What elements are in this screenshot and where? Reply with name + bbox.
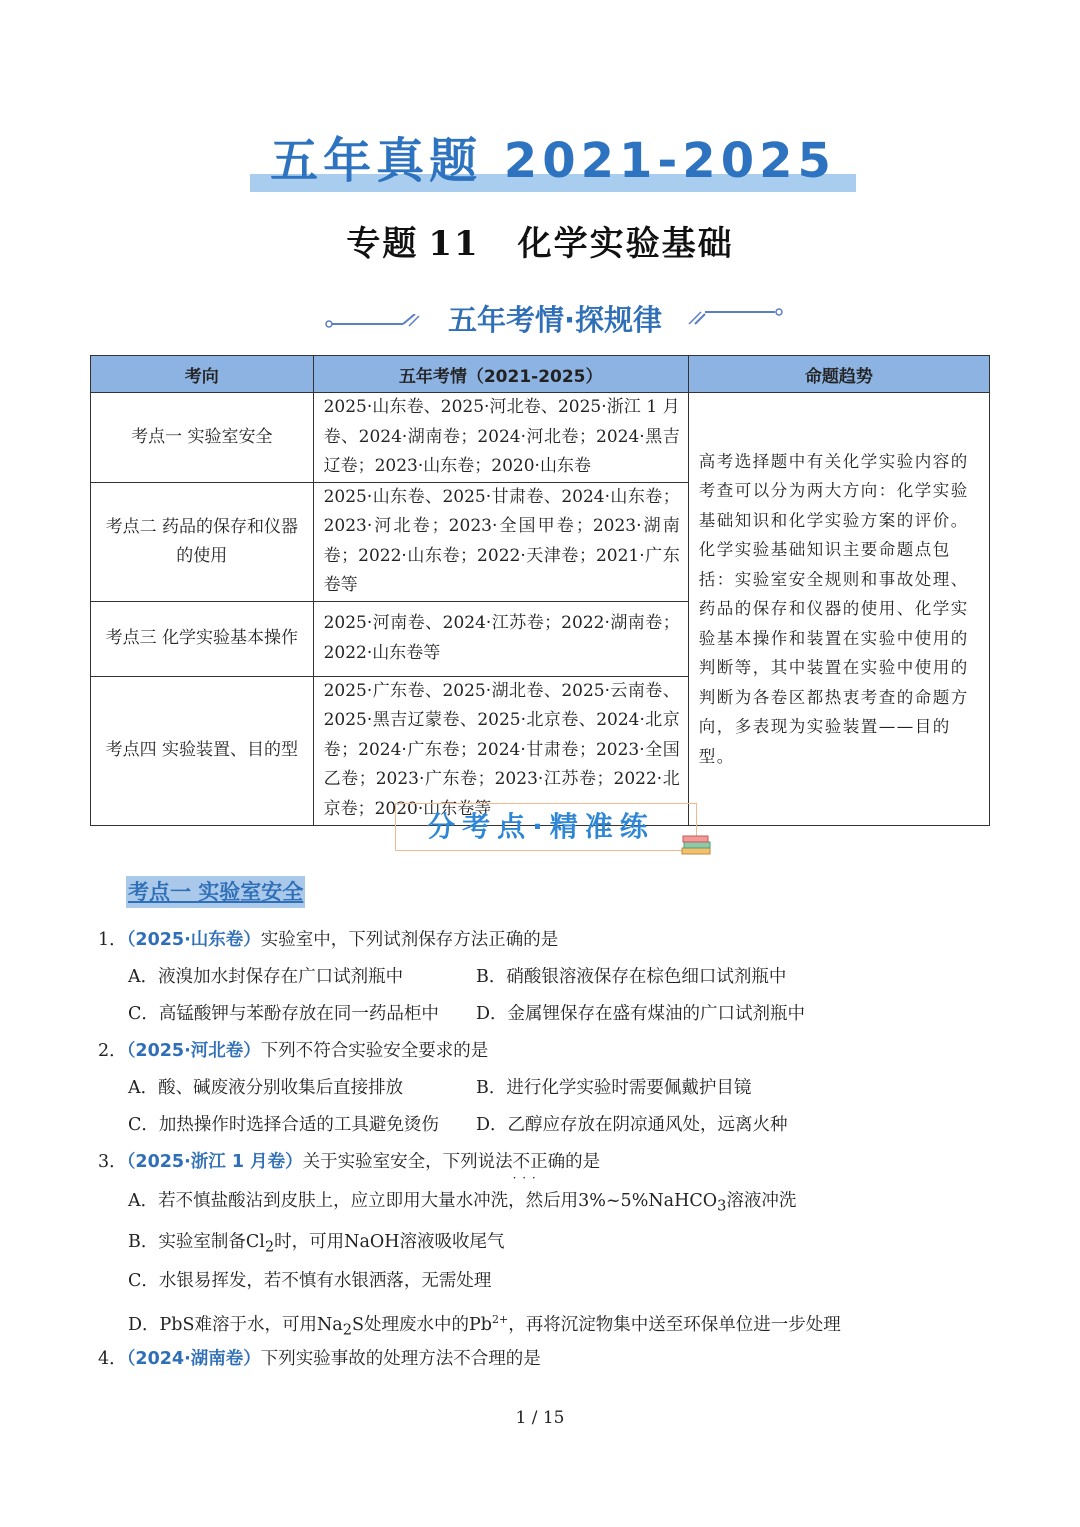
option-c: C．加热操作时选择合适的工具避免烫伤 — [128, 1115, 439, 1135]
table-cell-topic: 考点一 实验室安全 — [91, 393, 314, 483]
table-cell-topic: 考点二 药品的保存和仪器的使用 — [91, 482, 314, 601]
question-4 — [98, 1347, 541, 1371]
option-d-text-end: ，再将沉淀物集中送至环保单位进一步处理 — [508, 1314, 841, 1335]
question-source: （2025·浙江 1 月卷） — [126, 1152, 303, 1172]
option-a-sub: 3 — [717, 1197, 727, 1215]
question-stem-end: 的是 — [565, 1152, 601, 1172]
books-icon — [680, 830, 714, 856]
question-stem: 关于实验室安全，下列说法 — [302, 1152, 513, 1172]
table-header-years: 五年考情（2021-2025） — [313, 356, 688, 393]
table-cell-years: 2025·河南卷、2024·江苏卷；2022·湖南卷；2022·山东卷等 — [313, 601, 688, 676]
section-title-trends: 五年考情·探规律 — [447, 303, 663, 337]
question-number: 1． — [98, 930, 127, 950]
option-c: C．水银易挥发，若不慎有水银洒落，无需处理 — [128, 1271, 492, 1291]
question-3 — [98, 1150, 600, 1174]
option-a: A．酸、碱废液分别收集后直接排放 — [128, 1078, 404, 1098]
option-a-text: A．若不慎盐酸沾到皮肤上，应立即用大量水冲洗，然后用3%~5%NaHCO — [128, 1191, 718, 1211]
exam-trend-table — [90, 355, 990, 826]
question-stem: 实验室中，下列试剂保存方法正确的是 — [260, 930, 559, 950]
option-d — [128, 1308, 841, 1342]
emphasis-text: 不正确 · · · — [513, 1152, 566, 1172]
table-cell-topic: 考点四 实验装置、目的型 — [91, 676, 314, 825]
topic-heading: 考点一 实验室安全 — [126, 876, 305, 908]
page-number: 1 / 15 — [515, 1408, 565, 1428]
option-b-sub: 2 — [264, 1238, 275, 1256]
table-cell-topic: 考点三 化学实验基本操作 — [91, 601, 314, 676]
option-a-text-end: 溶液冲洗 — [726, 1191, 797, 1211]
question-1 — [98, 928, 558, 952]
section-title-practice: 分考点·精准练 — [427, 810, 655, 843]
question-source: （2025·河北卷） — [126, 1041, 261, 1061]
question-number: 2． — [98, 1041, 127, 1061]
question-source: （2025·山东卷） — [126, 930, 261, 950]
option-d: D．乙醇应存放在阴凉通风处，远离火种 — [476, 1115, 788, 1135]
question-stem: 下列实验事故的处理方法不合理的是 — [260, 1349, 541, 1369]
banner-title-text: 五年真题 2021-2025 — [270, 133, 836, 189]
table-row — [91, 393, 990, 483]
option-b: B．硝酸银溶液保存在棕色细口试剂瓶中 — [476, 967, 787, 987]
subtitle-number: 11 — [428, 224, 480, 264]
option-c: C．高锰酸钾与苯酚存放在同一药品柜中 — [128, 1004, 439, 1024]
option-d-sub: 2 — [342, 1321, 353, 1339]
table-cell-years: 2025·山东卷、2025·河北卷、2025·浙江 1 月卷、2024·湖南卷；2024·河北卷；2024·黑吉辽卷；2023·山东卷；2020·山东卷 — [313, 393, 688, 483]
option-b-text-end: 时，可用NaOH溶液吸收尾气 — [274, 1232, 505, 1252]
question-source: （2024·湖南卷） — [126, 1349, 261, 1369]
option-d: D．金属锂保存在盛有煤油的广口试剂瓶中 — [476, 1004, 806, 1024]
option-b: B．进行化学实验时需要佩戴护目镜 — [476, 1078, 752, 1098]
table-cell-trend: 高考选择题中有关化学实验内容的考查可以分为两大方向：化学实验基础知识和化学实验方案的评价。化学实验基础知识主要命题点包括：实验室安全规则和事故处理、药品的保存和仪器的使用、化学实验基本操作和装置在实验中使用的判断等，其中装置在实验中使用的判断为各卷区都热衷考查的命题方向，多表现为实验装置——目的型。 — [688, 393, 989, 826]
option-a: A．液溴加水封保存在广口试剂瓶中 — [128, 967, 404, 987]
question-2 — [98, 1039, 488, 1063]
subtitle-name: 化学实验基础 — [517, 224, 734, 264]
table-header-trend: 命题趋势 — [688, 356, 989, 393]
option-b — [128, 1230, 505, 1260]
table-cell-years: 2025·山东卷、2025·甘肃卷、2024·山东卷；2023·河北卷；2023·全国甲卷；2023·湖南卷；2022·山东卷；2022·天津卷；2021·广东卷等 — [313, 482, 688, 601]
option-d-sup: 2+ — [492, 1313, 509, 1326]
subtitle-prefix: 专题 — [346, 224, 419, 264]
option-b-text: B．实验室制备Cl — [128, 1232, 265, 1252]
question-number: 3． — [98, 1152, 127, 1172]
left-ornament-icon — [325, 314, 425, 330]
table-header-topic: 考向 — [91, 356, 314, 393]
right-ornament-icon — [685, 306, 785, 326]
section-header-trends — [325, 298, 785, 342]
table-header-row — [91, 356, 990, 393]
option-a — [128, 1189, 796, 1219]
section-header-practice — [395, 803, 697, 851]
banner-title — [250, 128, 856, 194]
page-title — [0, 216, 1080, 265]
table-cell-years: 2025·广东卷、2025·湖北卷、2025·云南卷、2025·黑吉辽蒙卷、2025·北京卷、2024·北京卷；2024·广东卷；2024·甘肃卷；2023·全国乙卷；2023·广东卷；2023·江苏卷；2022·北京卷；2020·山东卷等 — [313, 676, 688, 825]
option-d-text-mid: S处理废水中的Pb — [352, 1314, 492, 1335]
option-d-text: D．PbS难溶于水，可用Na — [128, 1314, 343, 1335]
question-number: 4． — [98, 1349, 127, 1369]
question-stem: 下列不符合实验安全要求的是 — [260, 1041, 489, 1061]
